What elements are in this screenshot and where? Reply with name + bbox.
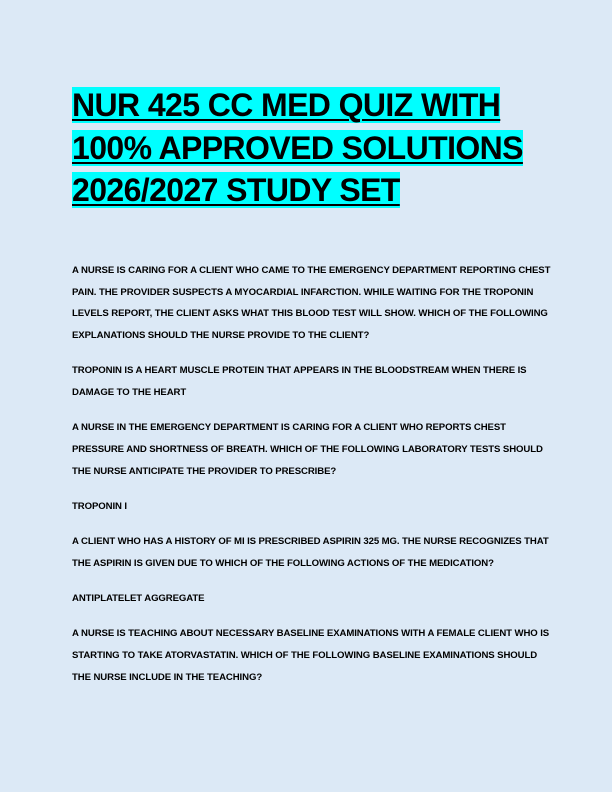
document-title (72, 84, 552, 212)
answer-2: TROPONIN I (72, 500, 127, 512)
title-line-2: 100% APPROVED SOLUTIONS (72, 129, 523, 166)
title-line-3: 2026/2027 STUDY SET (72, 172, 400, 208)
question-4: A NURSE IS TEACHING ABOUT NECESSARY BASELINE EXAMINATIONS WITH A FEMALE CLIENT WHO IS STARTING TO TAKE ATORVASTATIN. WHICH OF THE FOLLOWING BASELINE EXAMINATIONS SHOULD THE NURSE INCLUDE IN THE TEACHING? (72, 628, 550, 683)
question-3: A CLIENT WHO HAS A HISTORY OF MI IS PRESCRIBED ASPIRIN 325 MG. THE NURSE RECOGNIZES THAT THE ASPIRIN IS GIVEN DUE TO WHICH OF THE FOLLOWING ACTIONS OF THE MEDICATION? (72, 536, 549, 569)
document-page (72, 84, 552, 683)
answer-1: TROPONIN IS A HEART MUSCLE PROTEIN THAT APPEARS IN THE BLOODSTREAM WHEN THERE IS DAMAGE TO THE HEART (72, 365, 527, 399)
question-1: A NURSE IS CARING FOR A CLIENT WHO CAME TO THE EMERGENCY DEPARTMENT REPORTING CHEST PAIN. THE PROVIDER SUSPECTS A MYOCARDIAL INFARCTION. WHILE WAITING FOR THE TROPONIN LEVELS REPORT, THE CLIENT ASKS WHAT THIS BLOOD TEST WILL SHOW. WHICH OF THE FOLLOWING EXPLANATIONS SHOULD THE NURSE PROVIDE TO THE CLIENT? (72, 265, 551, 342)
question-2: A NURSE IN THE EMERGENCY DEPARTMENT IS CARING FOR A CLIENT WHO REPORTS CHEST PRESSURE AND SHORTNESS OF BREATH. WHICH OF THE FOLLOWING LABORATORY TESTS SHOULD THE NURSE ANTICIPATE THE PROVIDER TO PRESCRIBE? (72, 422, 543, 477)
answer-3: ANTIPLATELET AGGREGATE (72, 592, 205, 604)
question-answer-list (72, 260, 552, 702)
title-line-1: NUR 425 CC MED QUIZ WITH (72, 87, 501, 123)
